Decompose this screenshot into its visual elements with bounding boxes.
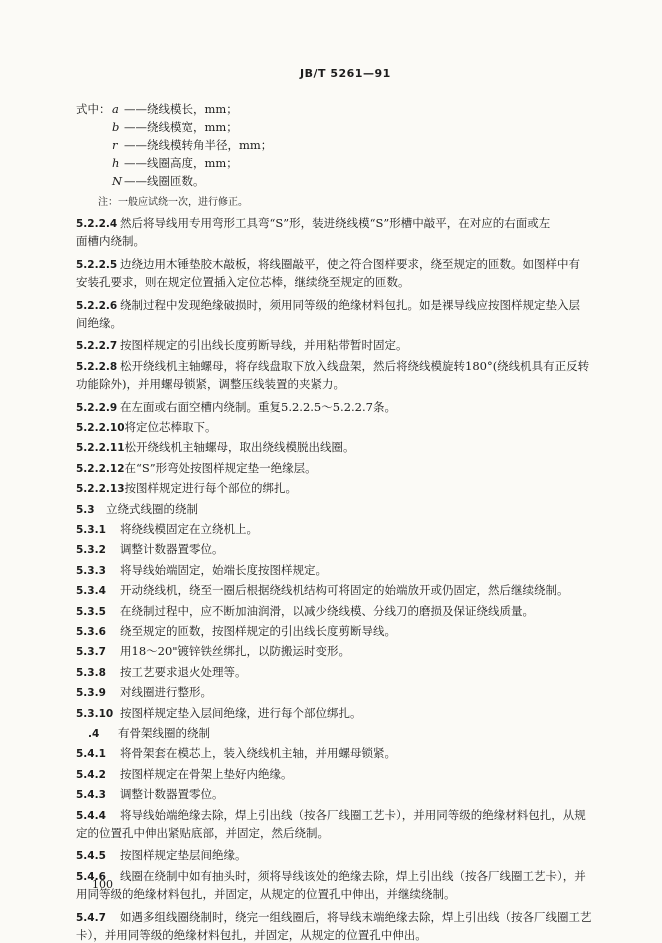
clause-text: 调整计数器置零位。 xyxy=(120,787,224,802)
clause-paragraph xyxy=(76,397,594,419)
definition-n xyxy=(112,173,205,189)
clause-text: 然后将导线用专用弯形工具弯“S”形，装进绕线模“S”形槽中敲平，在对应的右面或左 xyxy=(120,216,551,230)
clause-text: 松开绕线机主轴螺母，将存线盘取下放入线盘架，然后将绕线模旋转180°(绕线机具有正反转 xyxy=(120,358,590,373)
clause-text: 绕至规定的匝数，按图样规定的引出线长度剪断导线。 xyxy=(120,624,396,638)
clause-number: 5.3.3 xyxy=(76,564,106,577)
clause-paragraph xyxy=(76,458,594,480)
clause-continuation: 面槽内绕制。 xyxy=(76,234,145,249)
definition-text: ——绕线模转角半径，mm； xyxy=(124,138,273,152)
clause-paragraph xyxy=(88,723,606,745)
clause-number: 5.4.1 xyxy=(76,748,106,761)
clause-number: 5.2.2.4 xyxy=(76,218,118,230)
clause-text: 开动绕线机，绕至一圈后根据绕线机结构可将固定的始端放开或仍固定，然后继续绕制。 xyxy=(120,583,569,598)
clause-text: 用18～20"镀锌铁丝绑扎，以防搬运时变形。 xyxy=(120,644,351,659)
clause-number: 5.2.2.5 xyxy=(76,258,118,271)
standard-number-header: JB/T 5261—91 xyxy=(300,67,391,80)
clause-number: 5.4.5 xyxy=(76,850,106,863)
clause-number: 5.4.4 xyxy=(76,809,106,822)
clause-text: 调整计数器置零位。 xyxy=(120,542,224,557)
clause-text: 在“S”形弯处按图样规定垫一绝缘层。 xyxy=(124,460,317,475)
definition-text: ——绕线模宽，mm； xyxy=(124,120,238,134)
clause-number: 5.2.2.8 xyxy=(76,360,118,373)
clause-continuation: 功能除外)，并用螺母锁紧，调整压线装置的夹紧力。 xyxy=(76,377,345,392)
clause-number: .4 xyxy=(88,728,100,740)
clause-text: 按图样规定垫入层间绝缘，进行每个部位绑扎。 xyxy=(120,705,362,720)
clause-text: 对线圈进行整形。 xyxy=(120,685,212,700)
clause-number: 5.4.3 xyxy=(76,789,106,802)
definition-symbol: N xyxy=(112,174,123,188)
clause-continuation: 间绝缘。 xyxy=(76,316,122,330)
clause-text: 按工艺要求退火处理等。 xyxy=(120,664,247,679)
clause-text: 将骨架套在模芯上，装入绕线机主轴，并用螺母锁紧。 xyxy=(120,746,396,761)
clause-paragraph xyxy=(76,295,594,317)
clause-paragraph xyxy=(76,417,594,439)
definition-r xyxy=(112,137,272,153)
clause-text: 按图样规定进行每个部位的绑扎。 xyxy=(124,481,297,496)
clause-number: 5.2.2.10 xyxy=(76,422,125,434)
clause-number: 5.4.6 xyxy=(76,870,106,883)
clause-paragraph xyxy=(76,356,594,378)
clause-number: 5.4.2 xyxy=(76,768,106,781)
clause-continuation: 定的位置孔中伸出紧贴底部，并固定，然后绕制。 xyxy=(76,826,329,840)
clause-paragraph xyxy=(76,743,594,765)
definition-text: ——线圈匝数。 xyxy=(124,174,205,188)
clause-continuation: 安装孔要求，则在规定位置插入定位芯棒，继续绕至规定的匝数。 xyxy=(76,275,410,290)
clause-paragraph xyxy=(76,519,594,541)
clause-text: 立绕式线圈的绕制 xyxy=(106,501,198,516)
clause-paragraph xyxy=(76,254,594,276)
definition-text: ——绕线模长，mm； xyxy=(124,102,238,116)
clause-paragraph xyxy=(76,866,594,888)
clause-paragraph xyxy=(76,907,594,929)
clause-paragraph xyxy=(76,437,594,459)
clause-text: 将导线始端绝缘去除，焊上引出线（按各厂线圈工艺卡），并用同等级的绝缘材料包扎，从规 xyxy=(120,807,586,822)
clause-text: 将定位芯棒取下。 xyxy=(124,420,217,434)
clause-number: 5.4.7 xyxy=(76,911,106,924)
formula-definition-intro: 式中： xyxy=(76,102,111,116)
clause-continuation: 用同等级的绝缘材料包扎，并固定，从规定的位置孔中伸出，并继续绕制。 xyxy=(76,887,456,902)
clause-number: 5.3.1 xyxy=(76,524,106,536)
definition-symbol: b xyxy=(112,120,120,134)
clause-text: 在左面或右面空槽内绕制。重复5.2.2.5～5.2.2.7条。 xyxy=(120,399,396,414)
definition-symbol: r xyxy=(112,138,118,152)
clause-text: 在绕制过程中，应不断加油润滑，以减少绕线模、分线刀的磨损及保证绕线质量。 xyxy=(120,603,534,618)
clause-number: 5.2.2.13 xyxy=(76,483,125,496)
clause-number: 5.3.7 xyxy=(76,646,106,659)
clause-number: 5.3.9 xyxy=(76,687,106,700)
clause-text: 绕制过程中发现绝缘破损时，须用同等级的绝缘材料包扎。如是裸导线应按图样规定垫入层 xyxy=(120,297,580,312)
clause-paragraph xyxy=(76,499,594,521)
definition-h xyxy=(112,155,238,171)
clause-text: 边绕边用木锤垫胶木敲板，将线圈敲平，使之符合图样要求，绕至规定的匝数。如图样中有 xyxy=(120,256,580,271)
clause-number: 5.2.2.9 xyxy=(76,401,118,414)
clause-text: 线圈在绕制中如有抽头时，须将导线该处的绝缘去除，焊上引出线（按各厂线圈工艺卡），并 xyxy=(120,868,586,883)
note-text: 注：一般应试绕一次，进行修正。 xyxy=(98,197,248,208)
clause-paragraph xyxy=(76,764,594,786)
clause-paragraph xyxy=(76,845,594,867)
clause-paragraph xyxy=(76,682,594,704)
clause-number: 5.3.5 xyxy=(76,605,106,618)
clause-text: 按图样规定在骨架上垫好内绝缘。 xyxy=(120,766,293,781)
clause-text: 按图样规定的引出线长度剪断导线，并用粘带暂时固定。 xyxy=(120,338,408,353)
clause-number: 5.2.2.6 xyxy=(76,299,118,312)
definition-symbol: a xyxy=(112,102,119,116)
clause-paragraph xyxy=(76,662,594,684)
clause-number: 5.2.2.11 xyxy=(76,442,125,455)
definition-symbol: h xyxy=(112,156,120,170)
clause-paragraph xyxy=(76,213,594,235)
clause-paragraph xyxy=(76,478,594,500)
clause-paragraph xyxy=(76,805,594,827)
clause-number: 5.3.4 xyxy=(76,585,106,598)
clause-number: 5.2.2.12 xyxy=(76,462,125,475)
clause-paragraph xyxy=(76,335,594,357)
page-number: 100 xyxy=(92,878,113,891)
clause-paragraph xyxy=(76,580,594,602)
clause-paragraph xyxy=(76,560,594,582)
clause-paragraph xyxy=(76,703,594,725)
clause-text: 如遇多组线圈绕制时，绕完一组线圈后，将导线末端绝缘去除，焊上引出线（按各厂线圈工艺 xyxy=(120,909,592,924)
clause-number: 5.3.6 xyxy=(76,626,106,638)
clause-number: 5.2.2.7 xyxy=(76,340,118,353)
clause-text: 松开绕线机主轴螺母，取出绕线模脱出线圈。 xyxy=(124,440,355,455)
clause-continuation: 卡），并用同等级的绝缘材料包扎，并固定，从规定的位置孔中伸出。 xyxy=(76,928,427,942)
clause-paragraph xyxy=(76,621,594,643)
clause-number: 5.3.8 xyxy=(76,666,106,679)
definition-b xyxy=(112,119,238,135)
definition-a xyxy=(112,101,238,117)
clause-number: 5.3.10 xyxy=(76,707,114,720)
clause-number: 5.3.2 xyxy=(76,544,106,557)
clause-paragraph xyxy=(76,539,594,561)
clause-paragraph xyxy=(76,784,594,806)
clause-text: 按图样规定垫层间绝缘。 xyxy=(120,848,247,863)
clause-paragraph xyxy=(76,641,594,663)
clause-text: 将导线始端固定，始端长度按图样规定。 xyxy=(120,562,327,577)
clause-text: 有骨架线圈的绕制 xyxy=(118,726,210,740)
definition-text: ——线圈高度，mm； xyxy=(124,156,238,170)
clause-text: 将绕线模固定在立绕机上。 xyxy=(120,522,258,536)
clause-paragraph xyxy=(76,601,594,623)
clause-number: 5.3 xyxy=(76,503,95,516)
